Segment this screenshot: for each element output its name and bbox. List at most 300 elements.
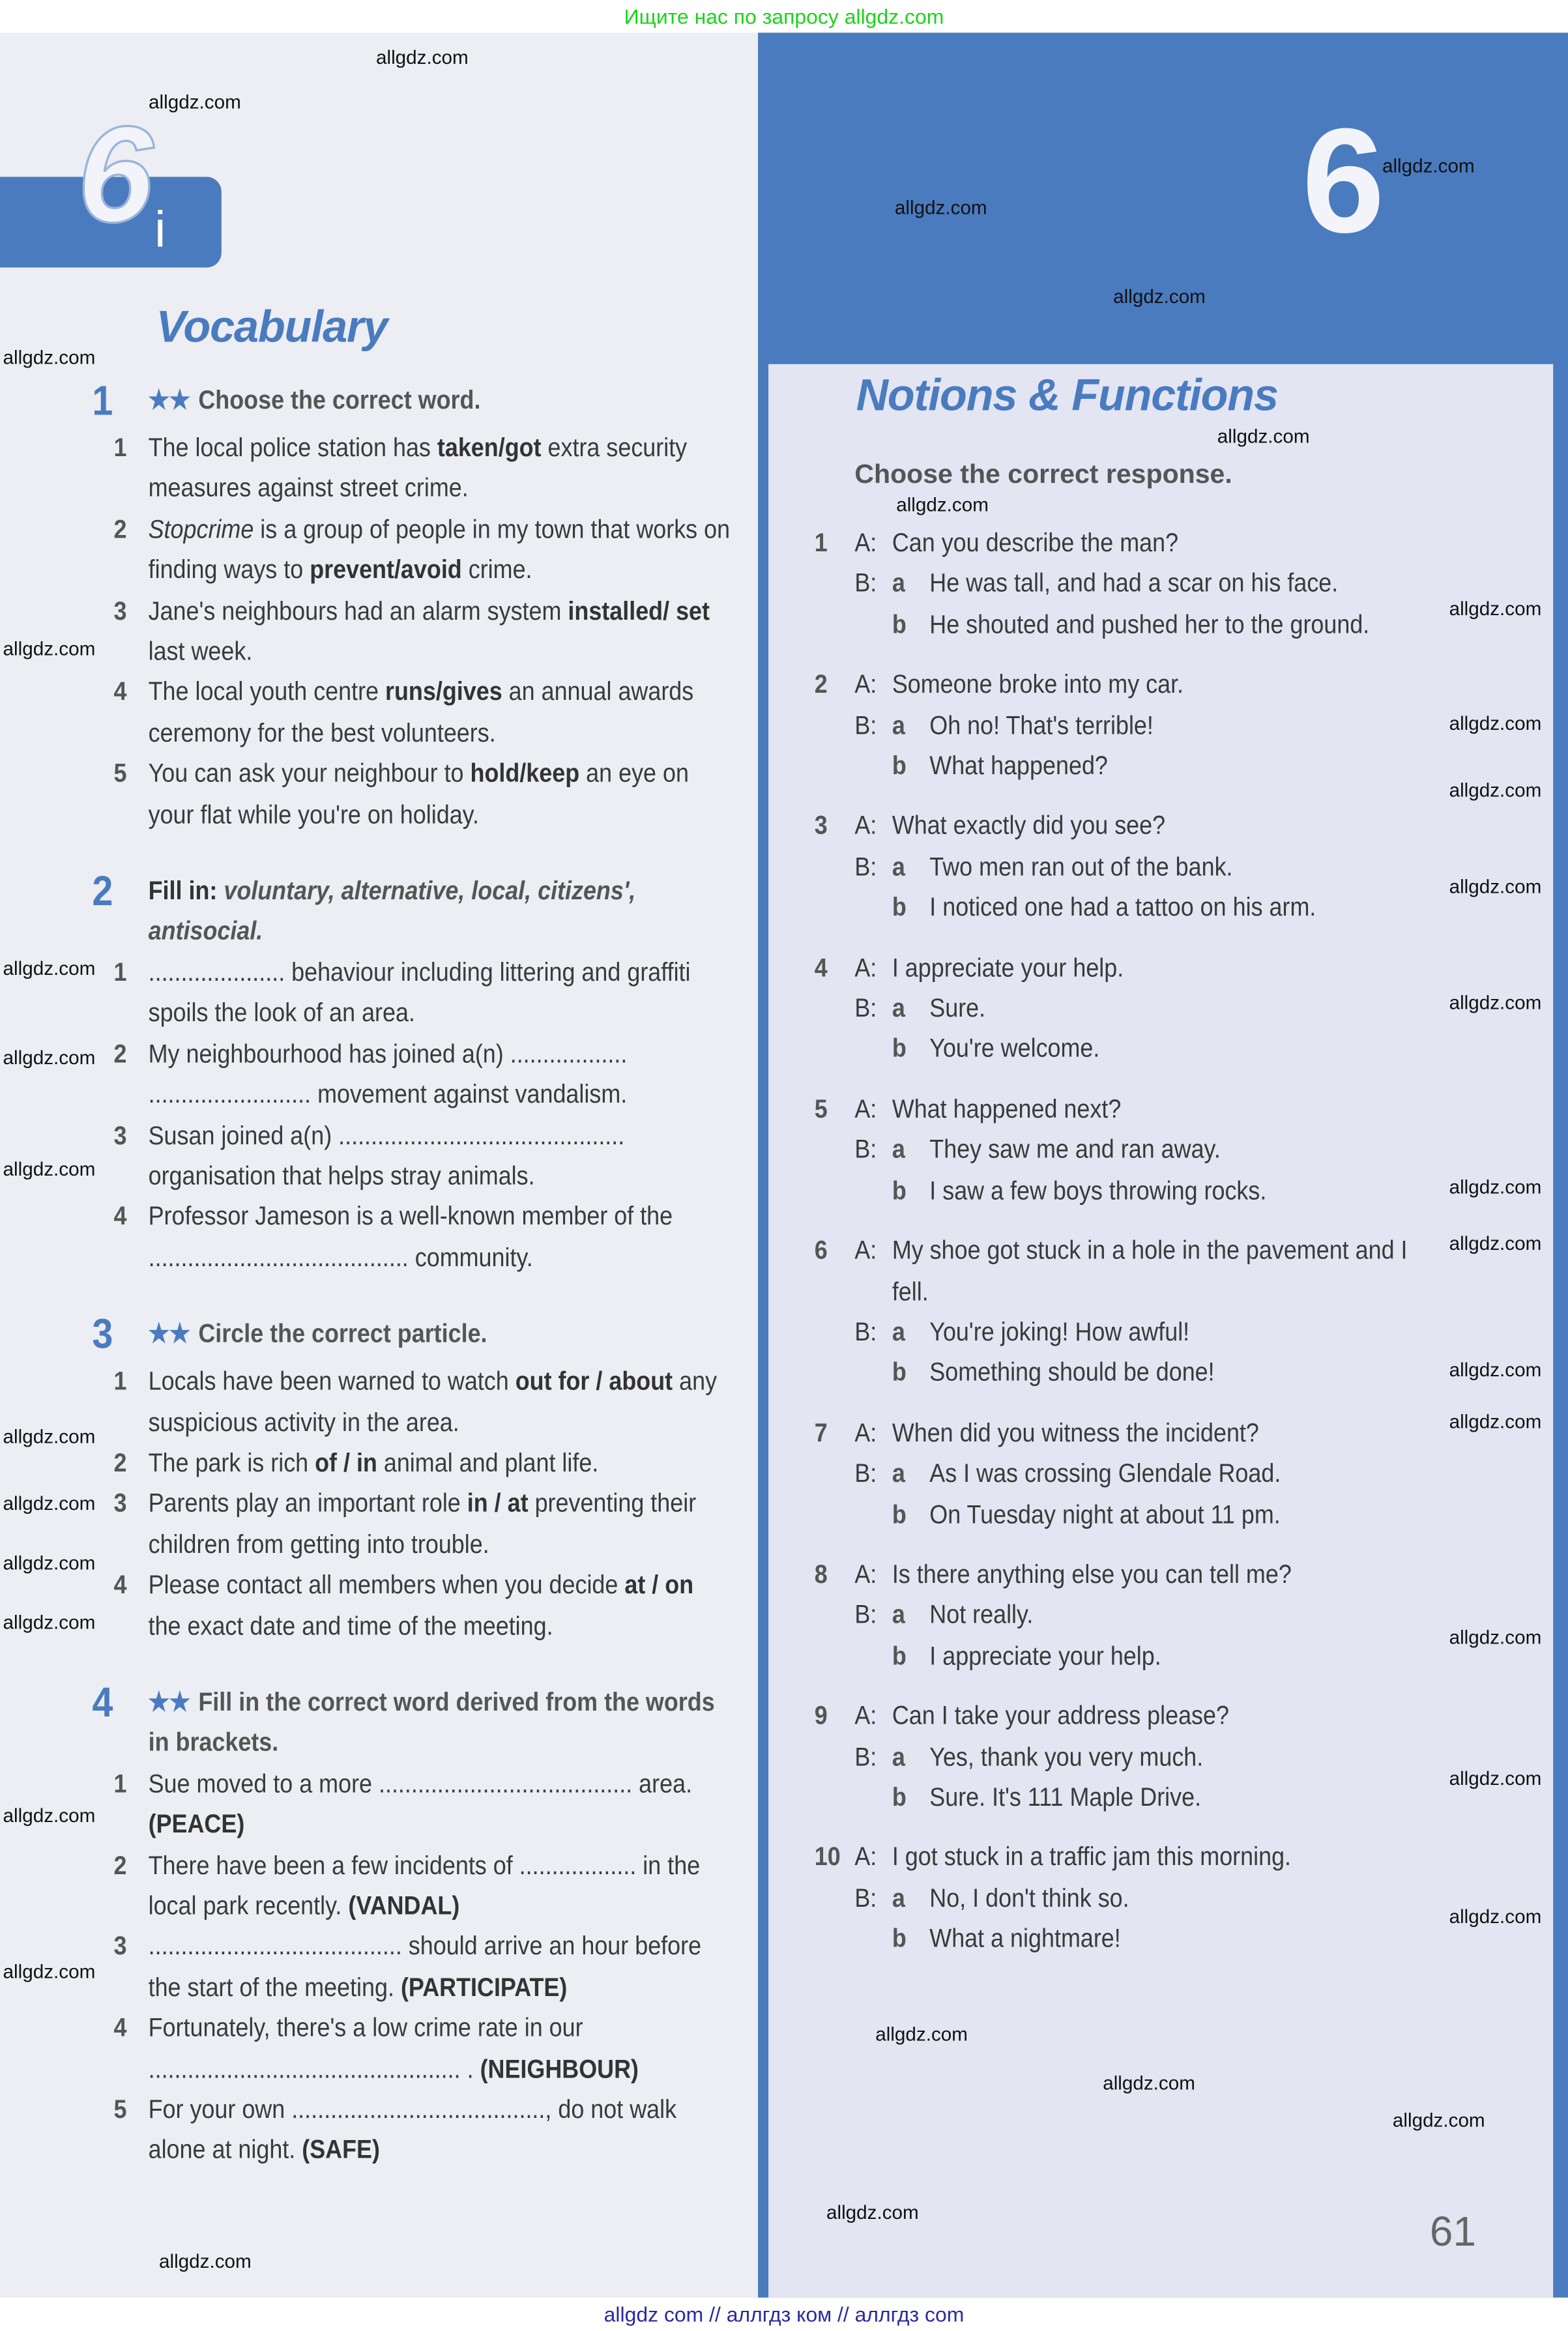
option-letter: b (892, 750, 907, 781)
spacer (854, 746, 892, 787)
speaker-a-line (815, 948, 1441, 989)
speaker-label: A: (854, 952, 877, 982)
vocabulary-heading: Vocabulary (156, 303, 388, 353)
watermark: allgdz.com (1449, 1625, 1542, 1649)
watermark: allgdz.com (1449, 1358, 1542, 1381)
option-text: As I was crossing Glendale Road. (929, 1458, 1281, 1488)
instruction-text: Fill in the correct word derived from the words in brackets. (148, 1687, 715, 1758)
speaker-label: A: (854, 810, 877, 841)
item-text (149, 1927, 732, 2008)
exercise-number: 2 (92, 868, 113, 914)
dialogue-9 (815, 1696, 1441, 1819)
item-text (149, 1764, 732, 1846)
dialogue-2 (815, 665, 1441, 787)
exercise-item (92, 591, 731, 673)
text: The local youth centre (148, 676, 385, 707)
speaker-label: B: (854, 710, 877, 740)
item-text (149, 953, 732, 1034)
dialogues (815, 523, 1441, 1979)
bold-text: runs/gives (385, 676, 502, 707)
dialogue-6 (815, 1231, 1441, 1394)
option-a[interactable] (815, 564, 1441, 605)
prompt-text: Someone broke into my car. (892, 669, 1184, 699)
item-number: 1 (113, 432, 127, 463)
option-letter: a (892, 1883, 905, 1913)
dialogue-8 (815, 1554, 1441, 1677)
item-number: 2 (113, 1849, 127, 1880)
spacer (854, 1636, 892, 1677)
dialogue-number: 2 (814, 669, 828, 699)
prompt-text: My shoe got stuck in a hole in the pavement and I fell. (892, 1235, 1408, 1306)
watermark: allgdz.com (875, 2022, 968, 2046)
watermark: allgdz.com (3, 346, 96, 369)
exercise-item (92, 2090, 731, 2171)
spacer (854, 888, 892, 929)
exercise-item (92, 1116, 731, 1197)
spacer (815, 605, 855, 646)
spacer (815, 1878, 855, 1919)
watermark: allgdz.com (1449, 779, 1542, 802)
option-text: On Tuesday night at about 11 pm. (929, 1499, 1281, 1529)
option-text: He was tall, and had a scar on his face. (929, 568, 1339, 598)
search-banner[interactable]: Ищите нас по запросу allgdz.com (0, 0, 1568, 33)
item-text (149, 591, 732, 673)
instruction-text: Choose the correct word. (198, 384, 481, 415)
option-a[interactable] (815, 1878, 1441, 1919)
option-text: I noticed one had a tattoo on his arm. (929, 891, 1316, 922)
item-text (149, 754, 732, 835)
item-text (149, 2008, 732, 2090)
option-text: Not really. (929, 1599, 1034, 1630)
exercise-number: 4 (92, 1679, 113, 1726)
exercise-3 (92, 1308, 731, 1647)
exercise-item (92, 1197, 731, 1279)
exercise-item (92, 1361, 731, 1443)
option-text: You're joking! How awful! (929, 1316, 1190, 1347)
unit-letter: i (154, 202, 166, 259)
text: the exact date and time of the meeting. (148, 1610, 553, 1640)
spacer (815, 1454, 855, 1495)
exercise-item (92, 1846, 731, 1927)
spacer (854, 1919, 892, 1960)
text: crime. (461, 555, 532, 585)
watermark: allgdz.com (3, 1960, 96, 1983)
instruction-text: Circle the correct particle. (198, 1318, 487, 1348)
text: ..................... behaviour including littering and graffiti spoils the look of an area. (148, 957, 691, 1028)
option-text: Something should be done! (929, 1357, 1215, 1387)
option-text: Yes, thank you very much. (929, 1741, 1204, 1771)
dialogue-4 (815, 948, 1441, 1070)
spacer (815, 847, 855, 888)
option-letter: b (892, 1499, 907, 1529)
item-text (149, 673, 732, 754)
speaker-a-line (815, 665, 1441, 706)
item-number: 5 (113, 2094, 127, 2124)
item-text (149, 1565, 732, 1647)
spacer (815, 705, 855, 746)
difficulty-stars-icon: ★★ (148, 1687, 191, 1717)
watermark: allgdz.com (1449, 1175, 1542, 1198)
bold-text: out for / about (515, 1366, 673, 1396)
speaker-a-line (815, 1089, 1441, 1130)
bold-text: prevent/avoid (310, 555, 462, 585)
option-a[interactable] (815, 705, 1441, 746)
exercise-item (92, 754, 731, 835)
option-letter: a (892, 568, 905, 598)
watermark: allgdz.com (1449, 712, 1542, 734)
bold-text: taken/got (437, 432, 542, 463)
speaker-label: A: (854, 1235, 877, 1266)
dialogue-1 (815, 523, 1441, 646)
item-number: 5 (113, 758, 127, 789)
option-letter: b (892, 1640, 907, 1670)
speaker-a-line (815, 806, 1441, 847)
speaker-a-line (815, 1413, 1441, 1454)
option-letter: b (892, 1357, 907, 1387)
dialogue-number: 8 (814, 1559, 828, 1589)
dialogue-3 (815, 806, 1441, 929)
spacer (854, 1170, 892, 1211)
section-number: 6 (1301, 98, 1385, 265)
text: My neighbourhood has joined a(n) .................. ......................... movement against vandalism. (148, 1038, 628, 1109)
speaker-label: B: (854, 992, 877, 1023)
item-text (149, 1846, 732, 1927)
dialogue-number: 9 (814, 1700, 828, 1730)
dialogue-number: 3 (814, 810, 828, 841)
exercise-header (92, 375, 731, 428)
item-text (149, 510, 732, 591)
watermark: allgdz.com (1449, 597, 1542, 620)
exercise-item (92, 428, 731, 510)
page-number: 61 (1429, 2208, 1476, 2255)
watermark: allgdz.com (826, 2201, 919, 2223)
option-text: What a nightmare! (929, 1923, 1121, 1954)
watermark: allgdz.com (894, 196, 987, 219)
option-text: I appreciate your help. (929, 1640, 1161, 1670)
option-text: Two men ran out of the bank. (929, 851, 1233, 882)
item-text (149, 1361, 732, 1443)
exercise-item (92, 1927, 731, 2008)
spacer (815, 1494, 855, 1535)
option-a[interactable] (815, 989, 1441, 1030)
dialogue-10 (815, 1838, 1441, 1960)
bottom-banner[interactable]: allgdz com // аллгдз ком // аллгдз com (0, 2298, 1568, 2330)
spacer (815, 1919, 855, 1960)
speaker-label: A: (854, 527, 877, 558)
option-letter: b (892, 1175, 907, 1205)
text: animal and plant life. (377, 1447, 599, 1477)
text: Jane's neighbours had an alarm system (148, 595, 568, 626)
exercise-item (92, 1443, 731, 1484)
watermark: allgdz.com (1449, 1410, 1542, 1433)
item-number: 3 (113, 1120, 127, 1150)
option-letter: b (892, 891, 907, 922)
exercise-item (92, 2008, 731, 2090)
bold-text: (PARTICIPATE) (400, 1971, 568, 2002)
text: You can ask your neighbour to (148, 758, 471, 789)
exercise-instruction (149, 375, 481, 428)
watermark: allgdz.com (1449, 991, 1542, 1014)
text: ....................................... should arrive an hour before the start of the meeting. (148, 1931, 702, 2002)
dialogue-5 (815, 1089, 1441, 1211)
exercise-instruction (149, 1676, 732, 1763)
item-number: 1 (113, 1768, 127, 1799)
bold-text: in / at (467, 1488, 529, 1518)
exercise-item (92, 673, 731, 754)
option-letter: a (892, 992, 905, 1023)
difficulty-stars-icon: ★★ (148, 1318, 191, 1348)
bold-text: (PEACE) (148, 1808, 245, 1839)
watermark: allgdz.com (3, 637, 96, 660)
watermark: allgdz.com (3, 1492, 96, 1514)
exercise-header (92, 1308, 731, 1361)
exercise-instruction (149, 865, 732, 952)
option-a[interactable] (815, 1312, 1441, 1354)
exercise-instruction (149, 1308, 487, 1361)
option-b[interactable] (815, 1353, 1441, 1394)
watermark: allgdz.com (3, 1157, 96, 1180)
text: Please contact all members when you decide (148, 1569, 625, 1600)
option-text: Sure. It's 111 Maple Drive. (929, 1782, 1202, 1812)
option-text: What happened? (929, 750, 1108, 781)
spacer (815, 989, 855, 1030)
spacer (854, 605, 892, 646)
speaker-label: A: (854, 1093, 877, 1123)
dialogue-number: 7 (814, 1417, 828, 1447)
spacer (815, 1170, 855, 1211)
dialogue-number: 6 (814, 1235, 828, 1266)
bold-text: installed/ set (568, 595, 710, 626)
watermark: allgdz.com (3, 1804, 96, 1827)
watermark: allgdz.com (1382, 154, 1475, 177)
spacer (854, 1353, 892, 1394)
dialogue-number: 4 (814, 952, 828, 982)
option-b[interactable] (815, 746, 1441, 787)
notions-heading: Notions & Functions (856, 371, 1278, 421)
text: preventing their children from getting into trouble. (148, 1488, 697, 1559)
watermark: allgdz.com (3, 1551, 96, 1574)
option-b[interactable] (815, 1636, 1441, 1677)
prompt-text: I got stuck in a traffic jam this morning. (892, 1842, 1292, 1872)
text: any suspicious activity in the area. (148, 1366, 718, 1437)
item-number: 2 (113, 514, 127, 544)
prompt-text: Is there anything else you can tell me? (892, 1559, 1292, 1589)
prompt-text: When did you witness the incident? (892, 1417, 1259, 1447)
text: The local police station has (148, 432, 437, 463)
instruction: Choose the correct response. (854, 459, 1232, 489)
option-b[interactable] (815, 1170, 1441, 1211)
item-text (149, 1484, 732, 1565)
watermark: allgdz.com (1449, 1767, 1542, 1789)
speaker-label: B: (854, 568, 877, 598)
text: There have been a few incidents of .................. in the local park recently. (148, 1849, 701, 1920)
dialogue-7 (815, 1413, 1441, 1535)
speaker-label: A: (854, 1842, 877, 1872)
bold-text: hold/keep (470, 758, 580, 789)
exercise-item (92, 1034, 731, 1116)
option-text: He shouted and pushed her to the ground. (929, 609, 1370, 639)
exercises (92, 375, 731, 2201)
spacer (815, 1130, 855, 1171)
spacer (815, 1353, 855, 1394)
watermark: allgdz.com (3, 957, 96, 979)
option-letter: b (892, 1034, 907, 1064)
speaker-label: A: (854, 1700, 877, 1730)
option-letter: a (892, 851, 905, 882)
item-text (149, 1116, 732, 1197)
text: The park is rich (148, 1447, 315, 1477)
dialogue-number: 10 (814, 1842, 841, 1872)
option-b[interactable] (815, 888, 1441, 929)
exercise-number: 1 (92, 377, 113, 424)
exercise-header (92, 1676, 731, 1763)
prompt-text: Can I take your address please? (892, 1700, 1229, 1730)
exercise-1 (92, 375, 731, 835)
item-text (149, 428, 732, 510)
speaker-label: A: (854, 1417, 877, 1447)
option-a[interactable] (815, 847, 1441, 888)
watermark: allgdz.com (3, 1425, 96, 1448)
spacer (854, 1778, 892, 1819)
option-a[interactable] (815, 1595, 1441, 1636)
watermark: allgdz.com (159, 2250, 252, 2273)
option-text: No, I don't think so. (929, 1883, 1129, 1913)
spacer (815, 1737, 855, 1778)
exercise-number: 3 (92, 1310, 113, 1357)
prompt-text: What exactly did you see? (892, 810, 1166, 841)
watermark: allgdz.com (1113, 285, 1206, 308)
speaker-a-line (815, 523, 1441, 564)
item-number: 1 (113, 957, 127, 987)
speaker-label: B: (854, 1458, 877, 1488)
speaker-a-line (815, 1554, 1441, 1595)
spacer (815, 1595, 855, 1636)
item-number: 4 (113, 1201, 127, 1232)
text: an eye on your flat while you're on holiday. (148, 758, 689, 829)
text: is a group of people in my town that works on finding ways to (148, 514, 731, 585)
item-number: 4 (113, 1569, 127, 1600)
watermark: allgdz.com (3, 1046, 96, 1069)
spacer (815, 1778, 855, 1819)
option-a[interactable] (815, 1737, 1441, 1778)
speaker-label: B: (854, 1134, 877, 1165)
text: Professor Jameson is a well-known member of the ........................................ community. (148, 1201, 673, 1272)
watermark: allgdz.com (1217, 425, 1310, 448)
item-text (149, 1197, 732, 1279)
watermark: allgdz.com (149, 91, 241, 113)
bold-text: (VANDAL) (348, 1890, 460, 1920)
text: Susan joined a(n) ............................................ organisation that helps stray animals. (148, 1120, 625, 1191)
option-letter: a (892, 1134, 905, 1165)
option-b[interactable] (815, 605, 1441, 646)
item-number: 1 (113, 1366, 127, 1396)
watermark: allgdz.com (375, 46, 469, 68)
dialogue-number: 1 (814, 527, 828, 558)
item-number: 3 (113, 595, 127, 626)
italic-text: voluntary, alternative, local, citizens', antisocial. (148, 875, 636, 946)
speaker-label: B: (854, 1883, 877, 1913)
spacer (815, 1029, 855, 1070)
option-letter: b (892, 1923, 907, 1954)
speaker-label: A: (854, 1559, 877, 1589)
option-b[interactable] (815, 1029, 1441, 1070)
text: extra security measures against street crime. (148, 432, 688, 503)
prompt-text: Can you describe the man? (892, 527, 1179, 558)
speaker-a-line (815, 1696, 1441, 1737)
item-number: 4 (113, 676, 127, 707)
item-text (149, 1443, 732, 1484)
text: Sue moved to a more ....................................... area. (148, 1768, 693, 1799)
item-text (149, 1034, 732, 1116)
option-letter: b (892, 1782, 907, 1812)
speaker-label: B: (854, 1741, 877, 1771)
dialogue-number: 5 (814, 1093, 828, 1123)
speaker-a-line (815, 1838, 1441, 1879)
text: Fortunately, there's a low crime rate in our ................................................ . (148, 2012, 583, 2083)
spacer (854, 1029, 892, 1070)
option-b[interactable] (815, 1778, 1441, 1819)
watermark: allgdz.com (1449, 1232, 1542, 1254)
item-number: 4 (113, 2012, 127, 2043)
speaker-label: B: (854, 1316, 877, 1347)
spacer (815, 888, 855, 929)
option-b[interactable] (815, 1919, 1441, 1960)
prompt-text: What happened next? (892, 1093, 1122, 1123)
exercise-item (92, 1764, 731, 1846)
difficulty-stars-icon: ★★ (148, 384, 191, 415)
text: For your own ......................................., do not walk alone at night. (148, 2094, 677, 2165)
option-a[interactable] (815, 1130, 1441, 1171)
option-text: They saw me and ran away. (929, 1134, 1221, 1165)
text: Locals have been warned to watch (148, 1366, 515, 1396)
exercise-item (92, 953, 731, 1034)
watermark: allgdz.com (1449, 875, 1542, 898)
speaker-label: B: (854, 851, 877, 882)
option-text: Sure. (929, 992, 986, 1023)
bold-text: of / in (315, 1447, 377, 1477)
exercise-header (92, 865, 731, 952)
item-text (149, 2090, 732, 2171)
watermark: allgdz.com (1449, 1905, 1542, 1928)
item-number: 3 (113, 1488, 127, 1518)
speaker-a-line (815, 1231, 1441, 1312)
speaker-label: A: (854, 669, 877, 699)
option-text: You're welcome. (929, 1034, 1100, 1064)
text: Parents play an important role (148, 1488, 467, 1518)
exercise-4 (92, 1676, 731, 2171)
option-b[interactable] (815, 1494, 1441, 1535)
watermark: allgdz.com (1103, 2072, 1195, 2094)
option-letter: a (892, 1458, 905, 1488)
spacer (854, 1494, 892, 1535)
watermark: allgdz.com (896, 493, 989, 516)
text: last week. (148, 636, 253, 666)
option-a[interactable] (815, 1454, 1441, 1495)
watermark: allgdz.com (1392, 2109, 1485, 2132)
exercise-item (92, 1484, 731, 1565)
item-number: 2 (113, 1038, 127, 1069)
option-letter: a (892, 1741, 905, 1771)
item-number: 2 (113, 1447, 127, 1477)
unit-number: 6 (77, 99, 154, 252)
speaker-label: B: (854, 1599, 877, 1630)
option-text: I saw a few boys throwing rocks. (929, 1175, 1267, 1205)
italic-text: Stopcrime (148, 514, 254, 544)
bold-text: (SAFE) (302, 2134, 380, 2165)
bold-text: Fill in: (148, 875, 224, 906)
exercise-2 (92, 865, 731, 1278)
spacer (815, 1312, 855, 1354)
